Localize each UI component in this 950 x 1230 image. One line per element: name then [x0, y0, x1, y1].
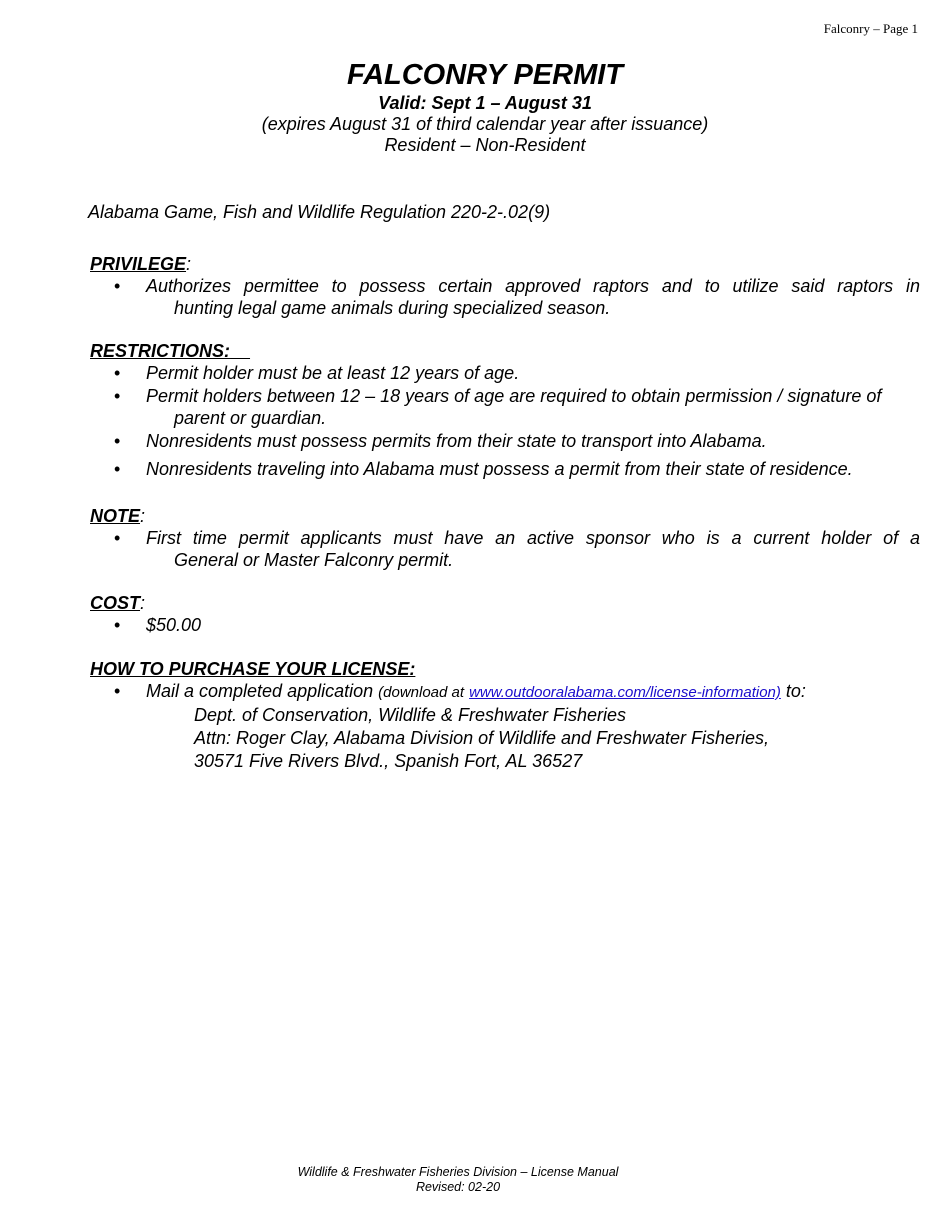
regulation-reference: Alabama Game, Fish and Wildlife Regulation 220-2-.02(9) [88, 202, 551, 222]
list-item: • Permit holders between 12 – 18 years of age are required to obtain permission / signature of parent or guardian. [90, 385, 920, 429]
expiration-note: (expires August 31 of third calendar year after issuance) [261, 114, 709, 134]
list-item [90, 614, 920, 636]
restrictions-section [90, 340, 920, 480]
page-number: Falconry – Page 1 [823, 21, 918, 36]
footer [0, 1165, 916, 1195]
list-item: • Nonresidents must possess permits from their state to transport into Alabama. [90, 430, 920, 452]
valid-period: Valid: Sept 1 – August 31 [378, 93, 592, 113]
title-block [0, 58, 950, 156]
privilege-heading: PRIVILEGE [90, 254, 187, 274]
purchase-section [90, 658, 920, 773]
note-section: NOTE: • First time permit applicants must have an active sponsor who is a current holder of a General or Master Falconry permit. [90, 505, 920, 571]
list-item: • Mail a completed application (download at www.outdooralabama.com/license-information) to: [90, 680, 920, 704]
cost-value: $50.00 [146, 615, 202, 635]
note-heading: NOTE [90, 506, 141, 526]
license-information-link[interactable]: www.outdooralabama.com/license-information) [469, 684, 781, 701]
list-item: • First time permit applicants must have an active sponsor who is a current holder of a General or Master Falconry permit. [90, 527, 920, 571]
list-item: • Nonresidents traveling into Alabama must possess a permit from their state of residence. [90, 458, 920, 480]
list-item: • Permit holder must be at least 12 years of age. [90, 362, 920, 384]
footer-revised: Revised: 02-20 [415, 1180, 501, 1194]
cost-section: COST: • $50.00 [90, 592, 920, 636]
document-title: FALCONRY PERMIT [346, 59, 624, 91]
restrictions-heading: RESTRICTIONS: [90, 341, 231, 361]
list-item: • Authorizes permittee to possess certain approved raptors and to utilize said raptors in hunting legal game animals during specialized season. [90, 275, 920, 319]
cost-heading: COST [90, 593, 141, 613]
purchase-heading: HOW TO PURCHASE YOUR LICENSE: [90, 659, 416, 679]
mailing-address: Dept. of Conservation, Wildlife & Freshwater Fisheries Attn: Roger Clay, Alabama Division of Wildlife and Freshwater Fisheries, 30571 Five Rivers Blvd., Spanish Fort, AL 36527 [194, 705, 770, 771]
residency-line: Resident – Non-Resident [384, 135, 586, 155]
privilege-section: PRIVILEGE: • Authorizes permittee to possess certain approved raptors and to utilize said raptors in hunting legal game animals during specialized season. [90, 253, 920, 319]
footer-division: Wildlife & Freshwater Fisheries Division – License Manual [297, 1165, 619, 1179]
